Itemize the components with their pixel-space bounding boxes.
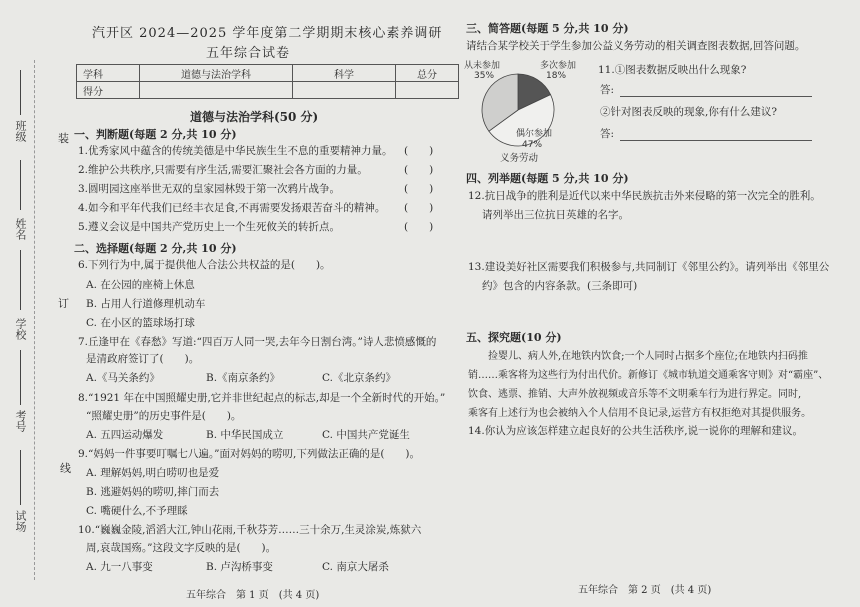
judge-item: 1.优秀家风中蕴含的传统美德是中华民族生生不息的重要精神力量。 xyxy=(78,145,393,157)
option: C. 嘴硬什么,不予理睬 xyxy=(86,505,188,517)
pie-label-name: 多次参加 xyxy=(540,61,577,71)
judge-item: 2.维护公共秩序,只需要有序生活,需要汇聚社会各方面的力量。 xyxy=(78,164,368,176)
option: C. 在小区的篮球场打球 xyxy=(86,317,195,329)
part4-heading: 四、列举题(每题 5 分,共 10 分) xyxy=(466,172,629,185)
exam-no-field[interactable] xyxy=(20,350,21,405)
option: A. 九一八事变 xyxy=(86,561,153,573)
answer-paren[interactable]: ( ) xyxy=(404,164,434,176)
question-13: 13.建设美好社区需要我们积极参与,共同制订《邻里公约》。请列举出《邻里公 xyxy=(468,261,830,273)
school-label: 学校 xyxy=(14,318,27,340)
option: B. 占用人行道修理机动车 xyxy=(86,298,206,310)
score-total-cell[interactable] xyxy=(396,82,459,99)
answer-paren[interactable]: ( ) xyxy=(404,221,434,233)
exam-subtitle: 五年综合试卷 xyxy=(206,46,291,61)
option: B. 卢沟桥事变 xyxy=(206,561,273,573)
col-science: 科学 xyxy=(293,65,396,82)
pie-label-name: 偶尔参加 xyxy=(516,129,553,139)
col-moral: 道德与法治学科 xyxy=(140,65,293,82)
question-6: 6.下列行为中,属于提供他人合法公共权益的是( )。 xyxy=(78,259,331,271)
passage-line: 捡婴儿、病人外,在地铁内饮食;一个人同时占据多个座位;在地铁内扫码推 xyxy=(468,351,808,362)
exam-no-label: 考号 xyxy=(14,410,27,432)
question-7-cont: 是清政府签订了( )。 xyxy=(86,353,200,365)
question-13-cont: 约》包含的内容条款。(三条即可) xyxy=(482,280,638,292)
option: A. 理解妈妈,明白唠叨也是爱 xyxy=(86,467,220,479)
answer-paren[interactable]: ( ) xyxy=(404,202,434,214)
option: B. 逃避妈妈的唠叨,摔门而去 xyxy=(86,486,220,498)
option: A.《马关条约》 xyxy=(86,372,160,384)
part3-heading: 三、简答题(每题 5 分,共 10 分) xyxy=(466,22,629,35)
part1-heading: 一、判断题(每题 2 分,共 10 分) xyxy=(74,128,237,141)
option: C. 南京大屠杀 xyxy=(322,561,389,573)
question-12: 12.抗日战争的胜利是近代以来中华民族抗击外来侵略的第一次完全的胜利。 xyxy=(468,190,821,202)
pie-chart xyxy=(460,58,590,166)
question-8-cont: “照耀史册”的历史事件是( )。 xyxy=(86,410,242,422)
judge-item: 3.圆明园这座举世无双的皇家园林毁于第一次鸦片战争。 xyxy=(78,183,341,195)
passage-line: 饮食、逃票、推销、大声外放视频或音乐等不文明乘车行为进行界定。同时, xyxy=(468,389,802,400)
score-science-cell[interactable] xyxy=(293,82,396,99)
option: C.《北京条约》 xyxy=(322,372,396,384)
score-header: 得分 xyxy=(77,82,140,99)
score-moral-cell[interactable] xyxy=(140,82,293,99)
bind-char-zhuang: 装 xyxy=(58,132,69,145)
question-14: 14.你认为应该怎样建立起良好的公共生活秩序,说一说你的理解和建议。 xyxy=(468,425,804,437)
pie-label-name: 从未参加 xyxy=(464,61,501,71)
col-total: 总分 xyxy=(396,65,459,82)
pie-label-value: 18% xyxy=(546,71,567,81)
page-footer-left: 五年综合 第 1 页 (共 4 页) xyxy=(186,590,320,601)
judge-item: 4.如今和平年代我们已经丰衣足食,不再需要发扬艰苦奋斗的精神。 xyxy=(78,202,386,214)
part3-intro: 请结合某学校关于学生参加公益义务劳动的相关调查图表数据,回答问题。 xyxy=(466,40,806,52)
question-11-1: 11.①图表数据反映出什么现象? xyxy=(598,64,747,76)
school-field[interactable] xyxy=(20,250,21,310)
question-8: 8.“1921 年在中国照耀史册,它并非世纪起点的标志,却是一个全新时代的开始。” xyxy=(78,392,446,404)
score-table xyxy=(76,64,459,99)
answer-line[interactable] xyxy=(620,96,812,97)
section-title: 道德与法治学科(50 分) xyxy=(190,110,319,124)
option: C. 中国共产党诞生 xyxy=(322,429,410,441)
passage-line: 销……乘客将为这些行为付出代价。新修订《城市轨道交通乘客守则》对“霸座”、 xyxy=(468,370,829,381)
answer-label: 答: xyxy=(600,128,615,140)
exam-title: 汽开区 2024—2025 学年度第二学期期末核心素养调研 xyxy=(92,26,443,41)
answer-label: 答: xyxy=(600,84,615,96)
class-label: 班级 xyxy=(14,120,27,142)
part5-heading: 五、探究题(10 分) xyxy=(466,331,562,344)
name-label: 姓名 xyxy=(14,218,27,240)
pie-label-value: 47% xyxy=(522,140,543,150)
question-10: 10.“巍巍金陵,滔滔大江,钟山花雨,千秋芬芳……三十余万,生灵涂炭,炼狱六 xyxy=(78,524,422,536)
passage-line: 乘客有上述行为也会被纳入个人信用不良记录,运营方有权拒绝对其提供服务。 xyxy=(468,408,812,419)
pie-label-value: 35% xyxy=(474,71,495,81)
question-11-2: ②针对图表反映的现象,你有什么建议? xyxy=(600,106,777,118)
pie-chart-title: 义务劳动 xyxy=(500,153,539,164)
option: B.《南京条约》 xyxy=(206,372,281,384)
room-label: 试场 xyxy=(14,510,27,532)
answer-paren[interactable]: ( ) xyxy=(404,145,434,157)
option: B. 中华民国成立 xyxy=(206,429,284,441)
judge-item: 5.遵义会议是中国共产党历史上一个生死攸关的转折点。 xyxy=(78,221,341,233)
name-field[interactable] xyxy=(20,160,21,210)
question-7: 7.丘逢甲在《春愁》写道:“四百万人同一哭,去年今日割台湾。”诗人悲愤感慨的 xyxy=(78,336,437,348)
binding-line xyxy=(34,60,35,580)
part2-heading: 二、选择题(每题 2 分,共 10 分) xyxy=(74,242,237,255)
page-footer-right: 五年综合 第 2 页 (共 4 页) xyxy=(578,585,712,596)
room-field[interactable] xyxy=(20,450,21,505)
question-12-cont: 请列举出三位抗日英雄的名字。 xyxy=(482,209,629,221)
option: A. 在公园的座椅上休息 xyxy=(86,279,195,291)
answer-paren[interactable]: ( ) xyxy=(404,183,434,195)
answer-line[interactable] xyxy=(620,140,812,141)
bind-char-ding: 订 xyxy=(58,297,69,310)
question-9: 9.“妈妈一件事要叮嘱七八遍。”面对妈妈的唠叨,下列做法正确的是( )。 xyxy=(78,448,421,460)
class-field[interactable] xyxy=(20,70,21,115)
bind-char-xian: 线 xyxy=(60,462,71,475)
question-10-cont: 周,哀哉国殇。”这段文字反映的是( )。 xyxy=(86,542,277,554)
subject-header: 学科 xyxy=(77,65,140,82)
option: A. 五四运动爆发 xyxy=(86,429,164,441)
